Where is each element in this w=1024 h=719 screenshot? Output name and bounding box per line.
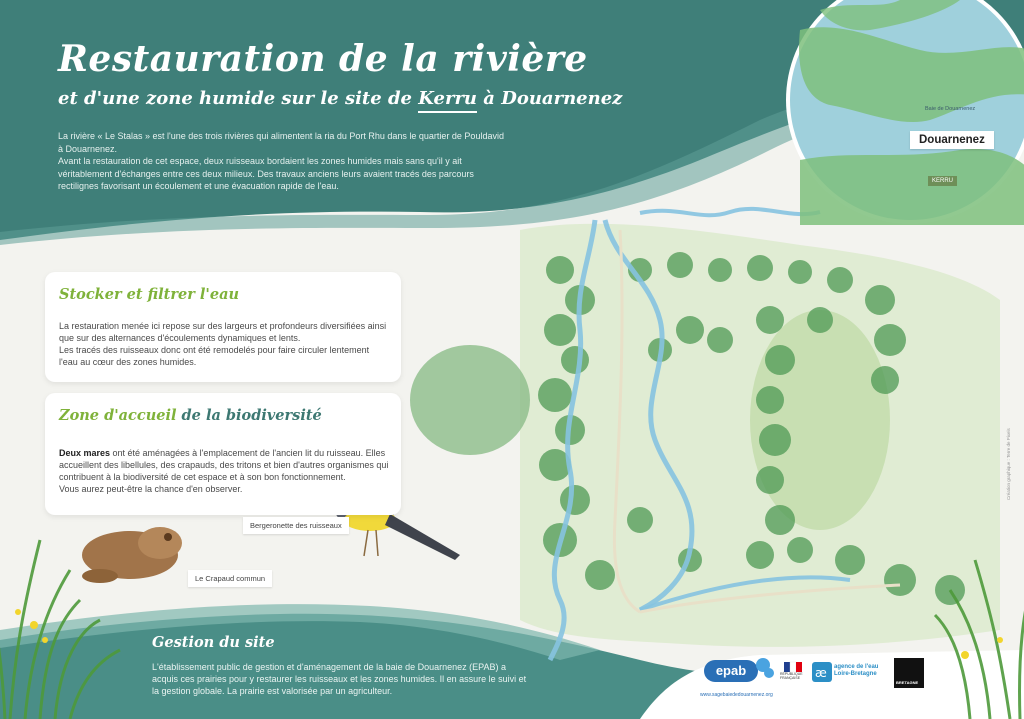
epab-logo-dot bbox=[764, 668, 774, 678]
bird-label: Bergeronette des ruisseaux bbox=[243, 517, 349, 534]
gestion-text: L'établissement public de gestion et d'aménagement de la baie de Douarnenez (EPAB) a acquis ces prairies pour y restaurer les ruisseaux et les zones humides. Il en assure le suivi et la gestion globale. La prairie est valorisée par un agriculteur. bbox=[152, 662, 527, 696]
card-2-title-b: de la biodiversité bbox=[176, 407, 322, 424]
agence-eau-text bbox=[834, 664, 878, 678]
subtitle-part-1: et d'une zone humide sur le site de bbox=[58, 88, 419, 109]
card-1-paragraph-2: Les tracés des ruisseaux donc ont été remodelés pour faire circuler lentement l'eau au cœur des zones humides. bbox=[59, 345, 370, 367]
republique-francaise-text: RÉPUBLIQUE FRANÇAISE bbox=[780, 672, 803, 680]
map-place-tag: KERRU bbox=[928, 176, 957, 186]
partner-logos bbox=[700, 654, 1020, 714]
card-2-bold: Deux mares bbox=[59, 448, 111, 458]
card-1-paragraph-1: La restauration menée ici repose sur des largeurs et profondeurs diversifiées ainsi que sur des alternances d'écoulements dynamiques et lents. bbox=[59, 321, 387, 343]
location-map bbox=[786, 0, 1024, 225]
agence-eau-line-1: agence de l'eau bbox=[834, 664, 879, 670]
card-1-text bbox=[59, 320, 389, 368]
page-title: Restauration de la rivière bbox=[58, 38, 588, 80]
website-link[interactable]: www.sagebaiededouarnenez.org bbox=[700, 692, 773, 698]
card-2-paragraph-2: Vous aurez peut-être la chance d'en observer. bbox=[59, 484, 243, 494]
credit-text: Création graphique : Terre de Pixels bbox=[1006, 428, 1011, 500]
card-2-paragraph-1 bbox=[59, 447, 389, 483]
card-stocker-filtrer bbox=[45, 272, 401, 382]
svg-text:æ: æ bbox=[815, 666, 827, 680]
intro-paragraph-1: La rivière « Le Stalas » est l'une des trois rivières qui alimentent la ria du Port Rhu dans le quartier de Pouldavid à Douarnenez. bbox=[58, 131, 504, 154]
card-biodiversite bbox=[45, 393, 401, 515]
toad-label: Le Crapaud commun bbox=[188, 570, 272, 587]
card-1-title: Stocker et filtrer l'eau bbox=[59, 286, 240, 303]
card-2-title-a: Zone d'accueil bbox=[59, 407, 177, 424]
card-2-body: ont été aménagées à l'emplacement de l'ancien lit du ruisseau. Elles accueillent des libellules, des crapauds, des tritons et bien d'autres organismes qui contribuent à la biodiversité de cet espace et à son bon fonctionnement. bbox=[59, 448, 389, 482]
intro-paragraph-2: Avant la restauration de cet espace, deux ruisseaux bordaient les zones humides mais sans qu'il y ait véritablement d'échanges entre ces deux milieux. Des travaux anciens leurs avaient tracés des parcours rectilignes favorisant un écoulement et une évacuation rapide de l'eau. bbox=[58, 156, 474, 191]
epab-logo: epab bbox=[704, 660, 758, 682]
map-town-label: Douarnenez bbox=[910, 131, 994, 149]
aerial-view bbox=[410, 209, 1000, 660]
intro-text bbox=[58, 130, 508, 193]
toad-illustration bbox=[82, 527, 182, 583]
card-2-text bbox=[59, 447, 389, 495]
subtitle-highlight: Kerru bbox=[418, 88, 477, 113]
gestion-title: Gestion du site bbox=[152, 634, 275, 651]
map-bay-label: Baie de Douarnenez bbox=[925, 106, 976, 112]
region-bretagne-text: BRETAGNE bbox=[896, 680, 919, 685]
page-subtitle bbox=[58, 88, 622, 109]
subtitle-part-2: à Douarnenez bbox=[477, 88, 623, 109]
agence-eau-line-2: Loire-Bretagne bbox=[834, 671, 877, 677]
card-2-title bbox=[59, 407, 322, 424]
